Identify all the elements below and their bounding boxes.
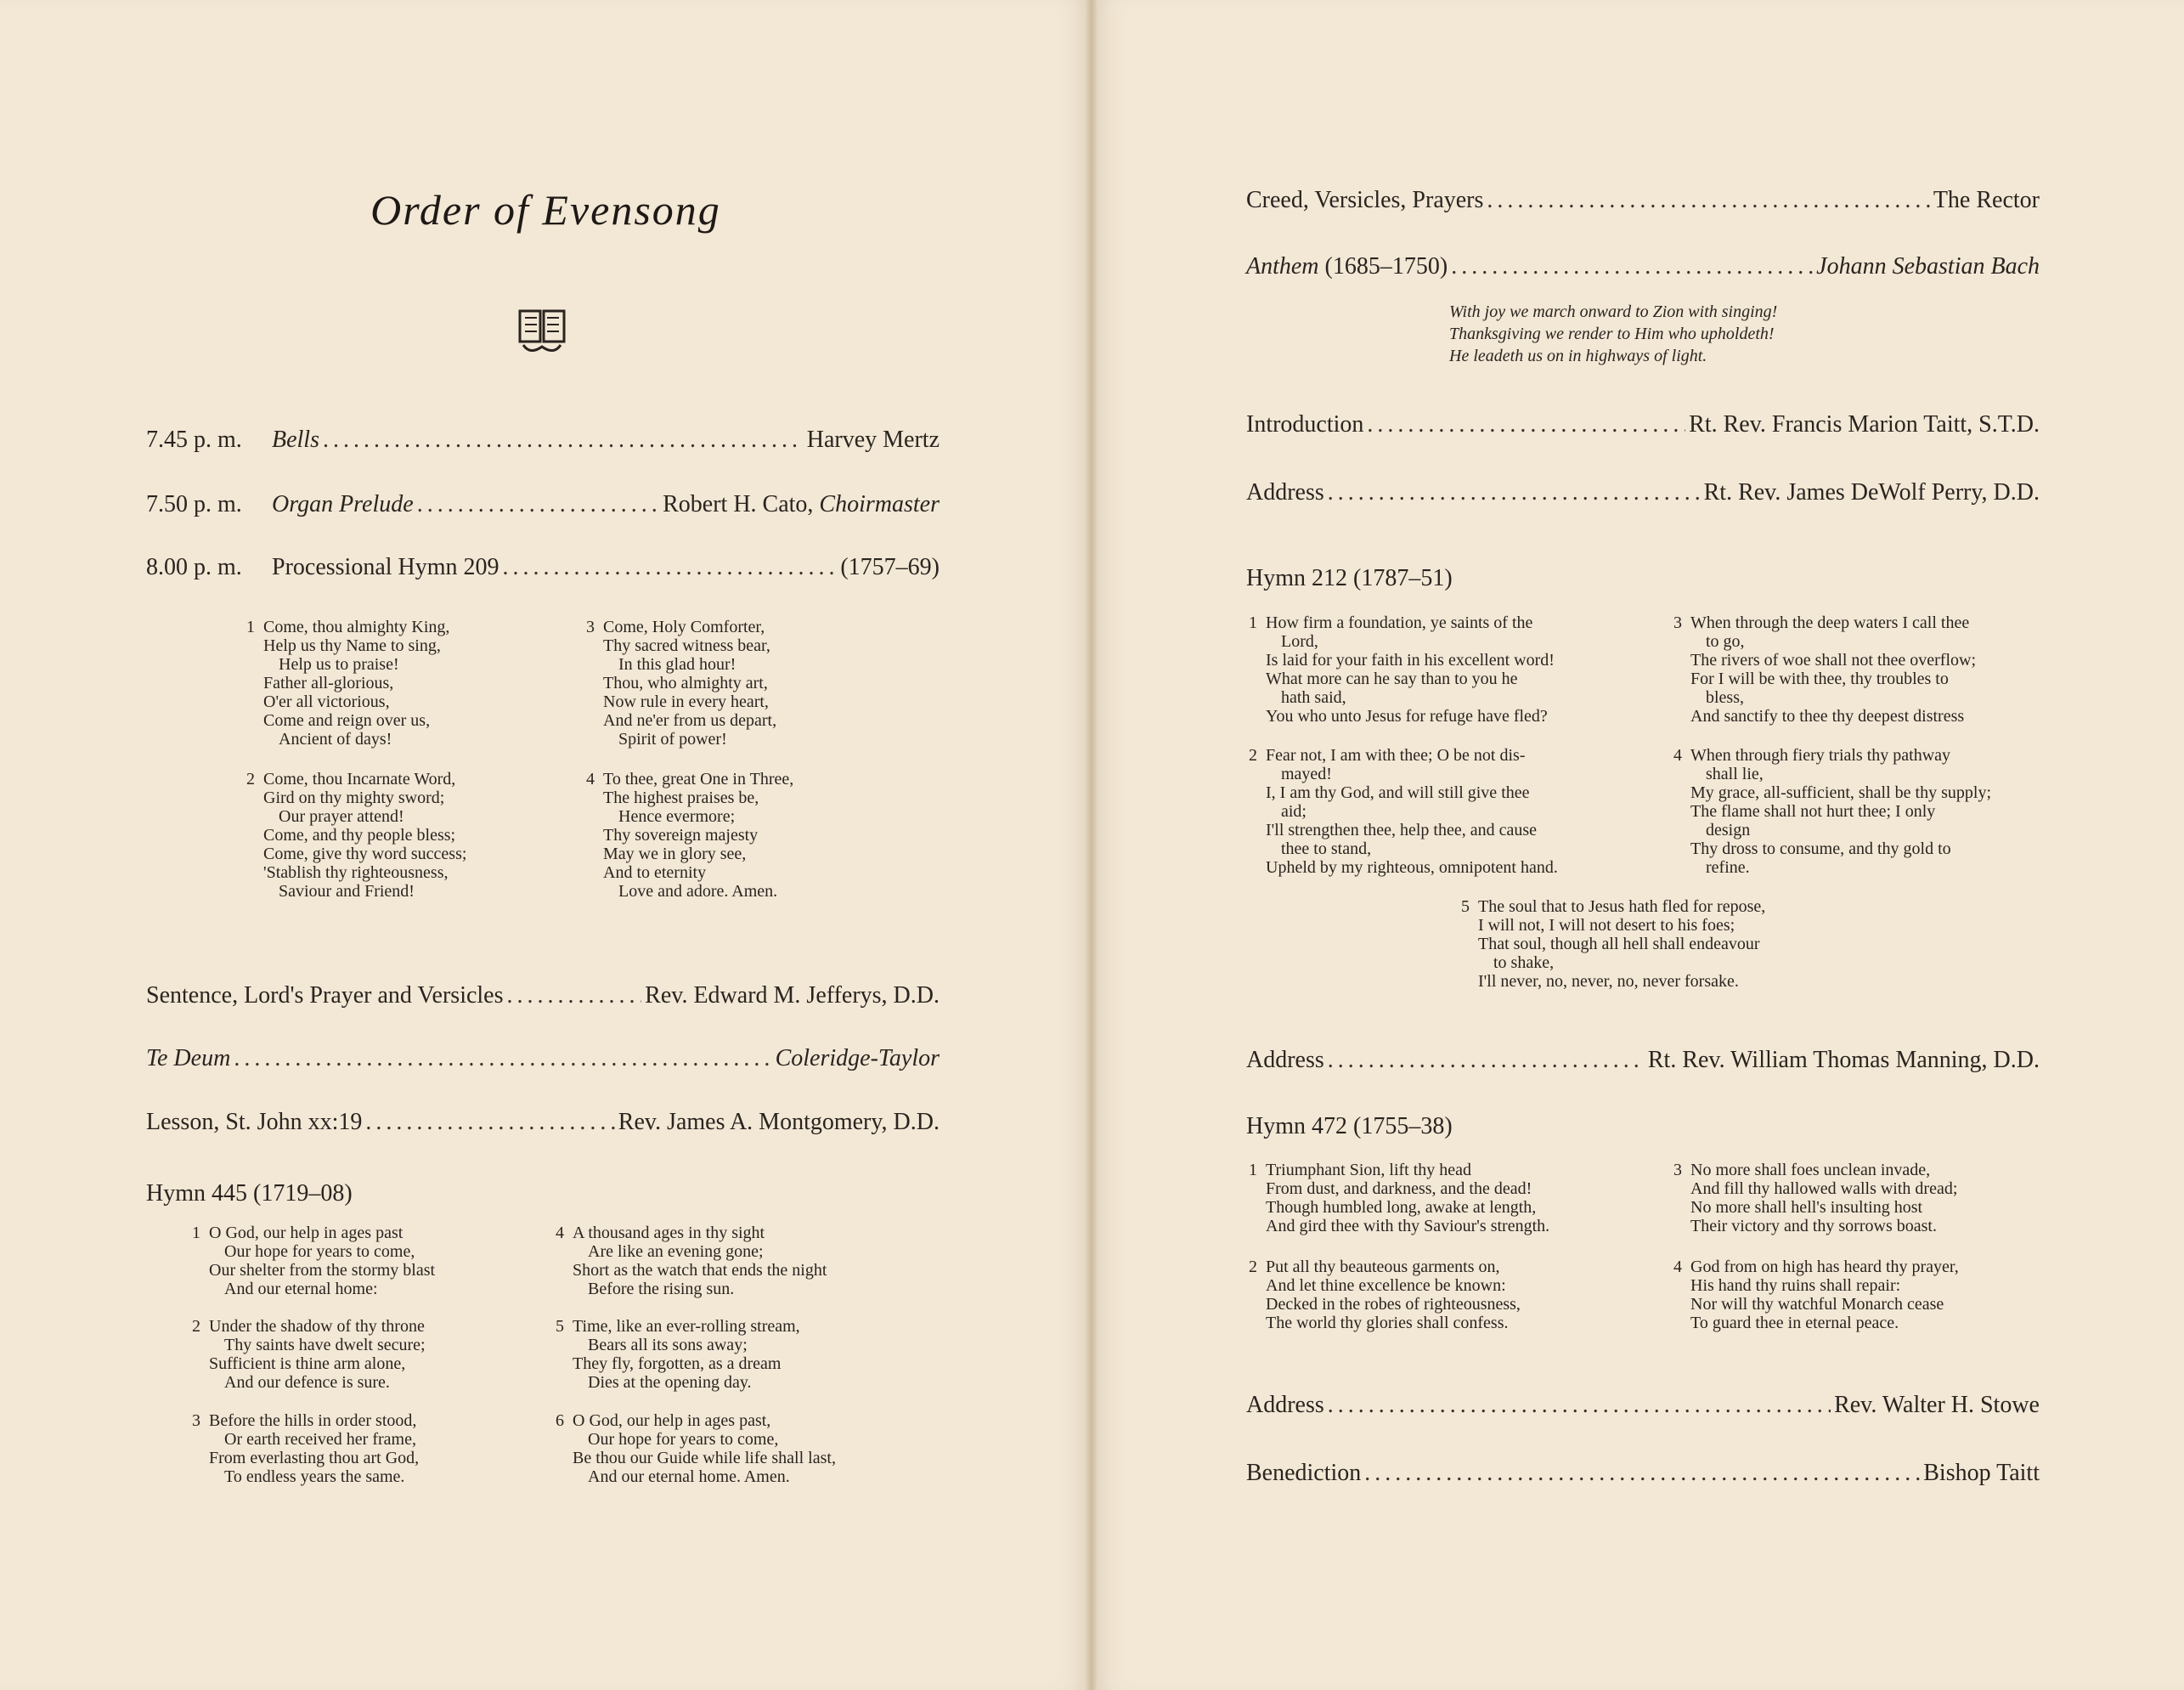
- item-label: Bells: [272, 427, 319, 453]
- leader-dots: [503, 554, 838, 581]
- book-ornament-icon: [518, 308, 566, 357]
- program-item-address: [1246, 479, 2040, 506]
- hymn-verse: 4 To thee, great One in Three, The highest praises be, Hence evermore; Thy sovereign majesty May we in glory see, And to eternity Love and adore. Amen.: [586, 770, 794, 901]
- program-item-sentence: [146, 982, 940, 1009]
- hymn-verse: 2 Put all thy beauteous garments on, And let thine excellence be known: Decked in the robes of righteousness, The world thy glories shall confess.: [1249, 1258, 1521, 1332]
- item-label: Address: [1246, 1047, 1324, 1073]
- item-label: Address: [1246, 1392, 1324, 1418]
- item-time: 7.45 p. m.: [146, 427, 242, 453]
- leader-dots: [507, 982, 642, 1009]
- leader-dots: [323, 427, 804, 454]
- item-time: 8.00 p. m.: [146, 554, 242, 580]
- item-performer: Bishop Taitt: [1923, 1460, 2040, 1486]
- leader-dots: [1328, 479, 1701, 506]
- item-performer: Robert H. Cato, Choirmaster: [663, 491, 940, 517]
- item-performer: Johann Sebastian Bach: [1816, 253, 2040, 280]
- hymn-verse: 4 God from on high has heard thy prayer, His hand thy ruins shall repair: Nor will thy watchful Monarch cease To guard thee in eternal peace.: [1673, 1258, 1959, 1332]
- hymn-heading: Hymn 212 (1787–51): [1246, 565, 1453, 591]
- leader-dots: [1328, 1047, 1645, 1074]
- program-item-benediction: [1246, 1460, 2040, 1487]
- item-performer: Coleridge-Taylor: [775, 1045, 940, 1071]
- item-label: Lesson, St. John xx:19: [146, 1109, 363, 1135]
- program-item-te-deum: [146, 1045, 940, 1072]
- leader-dots: [1367, 411, 1685, 438]
- program-item-anthem: [1246, 253, 2040, 280]
- hymn-verse: 3 Come, Holy Comforter, Thy sacred witness bear, In this glad hour! Thou, who almighty art, Now rule in every heart, And ne'er from us depart, Spirit of power!: [586, 618, 777, 749]
- item-performer: The Rector: [1933, 187, 2040, 213]
- anthem-text: With joy we march onward to Zion with singing! Thanksgiving we render to Him who upholdeth! He leadeth us on in highways of light.: [1449, 302, 1778, 365]
- hymn-verse: 3 No more shall foes unclean invade, And fill thy hallowed walls with dread; No more shall hell's insulting host Their victory and thy sorrows boast.: [1673, 1161, 1958, 1235]
- leader-dots: [234, 1045, 771, 1072]
- hymn-heading: Hymn 472 (1755–38): [1246, 1113, 1453, 1139]
- item-label: Benediction: [1246, 1460, 1362, 1486]
- program-item-address: [1246, 1392, 2040, 1419]
- item-performer: (1757–69): [840, 554, 940, 580]
- program-item-lesson: [146, 1109, 940, 1136]
- item-time: 7.50 p. m.: [146, 491, 242, 517]
- hymn-verse: 4 A thousand ages in thy sight Are like an evening gone; Short as the watch that ends the night Before the rising sun.: [556, 1224, 827, 1298]
- item-performer: Rev. Walter H. Stowe: [1834, 1392, 2040, 1418]
- item-performer: Rt. Rev. Francis Marion Taitt, S.T.D.: [1689, 411, 2040, 438]
- hymn-verse: 1 How firm a foundation, ye saints of the Lord, Is laid for your faith in his excellent word! What more can he say than to you he hath said, You who unto Jesus for refuge have fled?: [1249, 613, 1555, 726]
- item-performer: Harvey Mertz: [806, 427, 940, 453]
- item-performer: Rev. Edward M. Jefferys, D.D.: [645, 982, 940, 1009]
- item-performer: Rt. Rev. William Thomas Manning, D.D.: [1647, 1047, 2040, 1073]
- item-label: Te Deum: [146, 1045, 231, 1071]
- item-performer: Rev. James A. Montgomery, D.D.: [618, 1109, 940, 1135]
- hymn-verse: 5 Time, like an ever-rolling stream, Bears all its sons away; They fly, forgotten, as a dream Dies at the opening day.: [556, 1317, 800, 1392]
- item-label: Anthem (1685–1750): [1246, 253, 1448, 280]
- leader-dots: [1451, 253, 1813, 280]
- hymn-heading: Hymn 445 (1719–08): [146, 1180, 353, 1207]
- hymn-verse: 5 The soul that to Jesus hath fled for repose, I will not, I will not desert to his foes; That soul, though all hell shall endeavour to shake, I'll never, no, never, no, never forsake.: [1461, 897, 1766, 991]
- hymn-verse: 2 Come, thou Incarnate Word, Gird on thy mighty sword; Our prayer attend! Come, and thy people bless; Come, give thy word success; 'Stablish thy righteousness, Saviour and Friend!: [246, 770, 467, 901]
- hymn-verse: 4 When through fiery trials thy pathway shall lie, My grace, all-sufficient, shall be thy supply; The flame shall not hurt thee; I only design Thy dross to consume, and thy gold to refine.: [1673, 746, 1991, 877]
- leader-dots: [1487, 187, 1929, 214]
- leader-dots: [417, 491, 659, 518]
- program-item-processional: [146, 554, 940, 581]
- hymn-verse: 2 Fear not, I am with thee; O be not dis- mayed! I, I am thy God, and will still give thee aid; I'll strengthen thee, help thee, and cause thee to stand, Upheld by my righteous, omnipotent hand.: [1249, 746, 1558, 877]
- item-label: Address: [1246, 479, 1324, 506]
- hymn-verse: 6 O God, our help in ages past, Our hope for years to come, Be thou our Guide while life shall last, And our eternal home. Amen.: [556, 1411, 836, 1486]
- leader-dots: [1328, 1392, 1831, 1419]
- program-item-organ-prelude: [146, 491, 940, 518]
- program-item-creed: [1246, 187, 2040, 214]
- item-label: Organ Prelude: [272, 491, 414, 517]
- item-performer: Rt. Rev. James DeWolf Perry, D.D.: [1703, 479, 2040, 506]
- hymn-verse: 1 Come, thou almighty King, Help us thy Name to sing, Help us to praise! Father all-glorious, O'er all victorious, Come and reign over us, Ancient of days!: [246, 618, 450, 749]
- leader-dots: [365, 1109, 614, 1136]
- item-label: Sentence, Lord's Prayer and Versicles: [146, 982, 504, 1009]
- page-title: Order of Evensong: [370, 186, 721, 234]
- hymn-verse: 2 Under the shadow of thy throne Thy saints have dwelt secure; Sufficient is thine arm alone, And our defence is sure.: [192, 1317, 426, 1392]
- hymn-verse: 1 O God, our help in ages past Our hope for years to come, Our shelter from the stormy blast And our eternal home:: [192, 1224, 436, 1298]
- program-item-address: [1246, 1047, 2040, 1074]
- leader-dots: [1364, 1460, 1920, 1487]
- program-item-bells: [146, 427, 940, 454]
- item-label: Processional Hymn 209: [272, 554, 499, 580]
- hymn-verse: 3 Before the hills in order stood, Or earth received her frame, From everlasting thou art God, To endless years the same.: [192, 1411, 420, 1486]
- page-gutter: [1086, 0, 1098, 1690]
- item-label: Introduction: [1246, 411, 1364, 438]
- program-item-introduction: [1246, 411, 2040, 438]
- hymn-verse: 1 Triumphant Sion, lift thy head From dust, and darkness, and the dead! Though humbled long, awake at length, And gird thee with thy Saviour's strength.: [1249, 1161, 1550, 1235]
- hymn-verse: 3 When through the deep waters I call thee to go, The rivers of woe shall not thee overflow; For I will be with thee, thy troubles to bless, And sanctify to thee thy deepest distress: [1673, 613, 1977, 726]
- item-label: Creed, Versicles, Prayers: [1246, 187, 1484, 213]
